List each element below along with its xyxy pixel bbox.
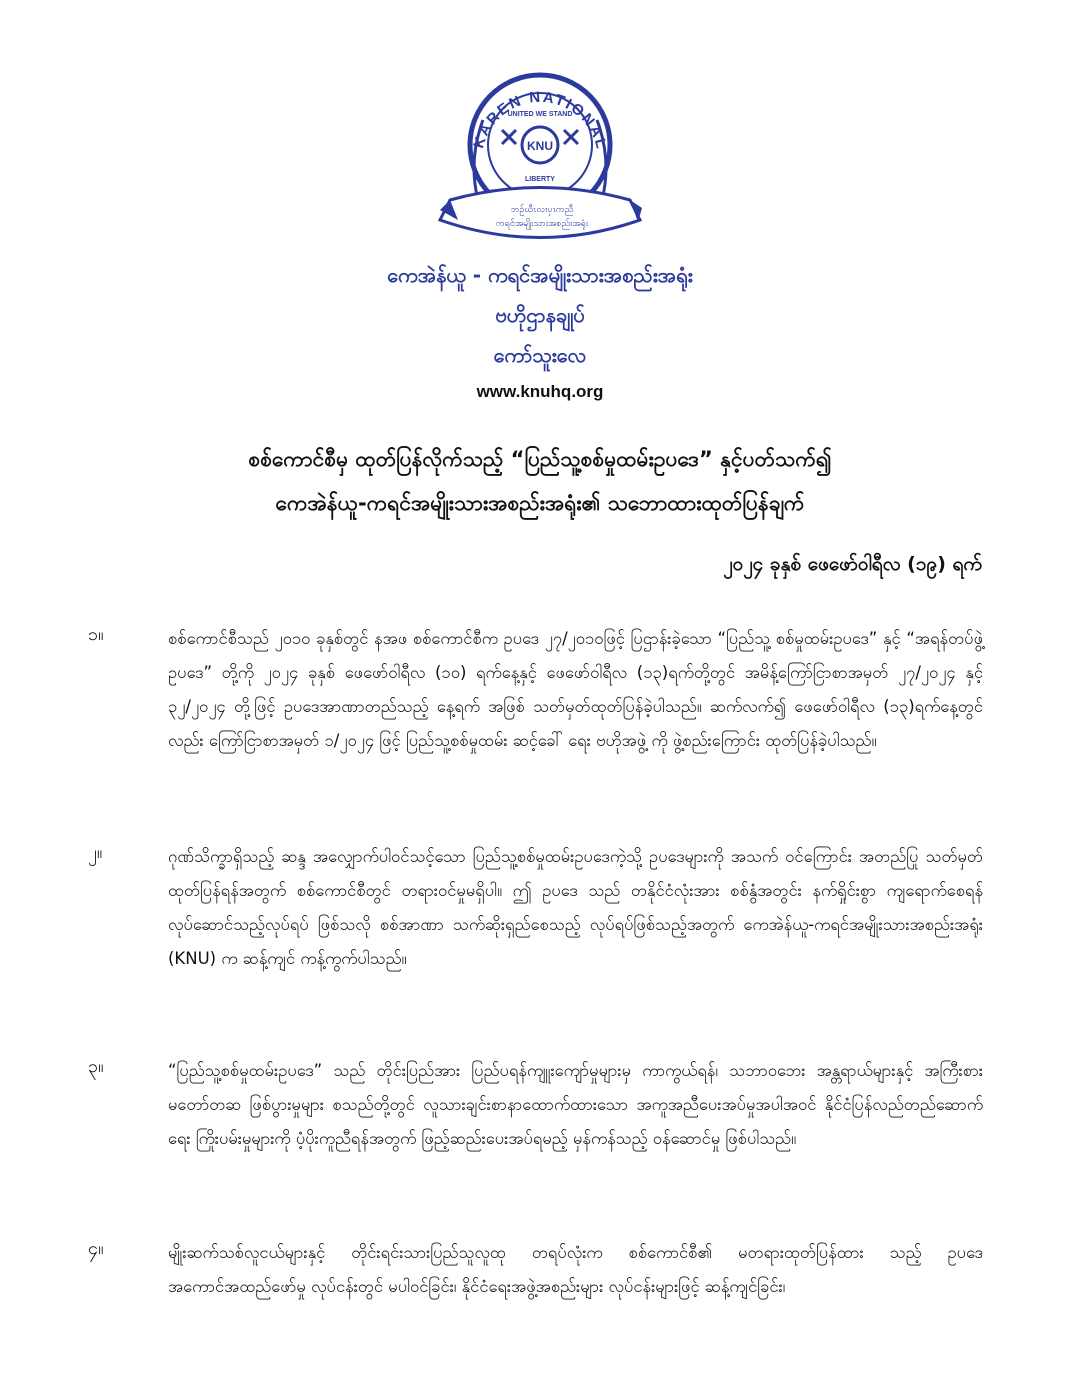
- paragraph-text: ဂုဏ်သိက္ခာရှိသည့် ဆန္ဒ အလျှောက်ပါဝင်သင့်သော ပြည်သူ့စစ်မှုထမ်းဥပဒေကဲ့သို့ ဥပဒေများကို အသက် ဝင်ကြောင်း အတည်ပြု သတ်မှတ်ထုတ်ပြန်ရန်အတွက် စစ်ကောင်စီတွင် တရားဝင်မှုမရှိပါ။ ဤ ဥပဒေ သည် တနိုင်ငံလုံးအား စစ်နွံအတွင်း နက်ရှိုင်းစွာ ကျရောက်စေရန် လုပ်ဆောင်သည့်လုပ်ရပ် ဖြစ်သလို စစ်အာဏာ သက်ဆိုးရှည်စေသည့် လုပ်ရပ်ဖြစ်သည့်အတွက် ကေအဲန်ယူ-ကရင်အမျိုးသားအစည်းအရုံး (KNU) က ဆန့်ကျင် ကန့်ကွက်ပါသည်။: [168, 847, 983, 968]
- knu-logo: [430, 50, 650, 250]
- paragraph-number: ၂။: [88, 842, 103, 863]
- paragraph-3: [0, 1054, 1080, 1194]
- logo-ribbon-text-1: ဘဉ်ဃီၤလၢပှၤကညီ: [510, 205, 574, 215]
- svg-text:KAREN NATIONAL UNION: [430, 50, 611, 157]
- location-label: ကော်သူးလေ: [493, 343, 587, 367]
- logo-inner-top-text: UNITED WE STAND: [507, 111, 573, 118]
- paragraph-text: “ပြည်သူ့စစ်မှုထမ်းဥပဒေ” သည် တိုင်းပြည်အား ပြည်ပရန်ကျူးကျော်မှုများမှ ကာကွယ်ရန်၊ သဘာဝဘေး အန္တရာယ်များနှင့် အကြီးစားမတော်တဆ ဖြစ်ပွားမှုများ စသည်တို့တွင် လူသားချင်းစာနာထောက်ထားသော အကူအညီပေးအပ်မှုအပါအဝင် နိုင်ငံပြန်လည်တည်ဆောက်ရေး ကြိုးပမ်းမှုများကို ပံ့ပိုးကူညီရန်အတွက် ဖြည့်ဆည်းပေးအပ်ရမည့် မှန်ကန်သည့် ဝန်ဆောင်မှု ဖြစ်ပါသည်။: [168, 1061, 983, 1148]
- logo-arc-text: KAREN NATIONAL: [470, 88, 611, 152]
- statement-date: ၂၀၂၄ ခုနှစ် ဖေဖော်ဝါရီလ (၁၉) ရက်: [723, 553, 982, 575]
- paragraph-text: မျိုးဆက်သစ်လူငယ်များနှင့် တိုင်းရင်းသားပြည်သူလူထု တရပ်လုံးက စစ်ကောင်စီ၏ မတရားထုတ်ပြန်ထား သည့် ဥပဒေအကောင်အထည်ဖော်မှု လုပ်ငန်းတွင် မပါဝင်ခြင်း၊ နိုင်ငံရေးအဖွဲ့အစည်းများ လုပ်ငန်းများဖြင့် ဆန့်ကျင်ခြင်း၊: [168, 1243, 983, 1296]
- paragraph-number: ၁။: [88, 624, 104, 645]
- paragraph-4: [0, 1236, 1080, 1316]
- knu-emblem-icon: [430, 50, 650, 250]
- paragraph-text: စစ်ကောင်စီသည် ၂၀၁၀ ခုနှစ်တွင် နအဖ စစ်ကောင်စီက ဥပဒေ ၂၇/၂၀၁၀ဖြင့် ပြဌာန်းခဲ့သော “ပြည်သူ့ စစ်မှုထမ်းဥပဒေ” နှင့် “အရန်တပ်ဖွဲ့ ဥပဒေ” တို့ကို ၂၀၂၄ ခုနှစ် ဖေဖော်ဝါရီလ (၁၀) ရက်နေ့နှင့် ဖေဖော်ဝါရီလ (၁၃)ရက်တို့တွင် အမိန့်ကြော်ငြာစာအမှတ် ၂၇/၂၀၂၄ နှင့် ၃၂/၂၀၂၄ တို့ဖြင့် ဥပဒေအာဏာတည်သည့် နေ့ရက် အဖြစ် သတ်မှတ်ထုတ်ပြန်ခဲ့ပါသည်။ ဆက်လက်၍ ဖေဖော်ဝါရီလ (၁၃)ရက်နေ့တွင်လည်း ကြော်ငြာစာအမှတ် ၁/၂၀၂၄ ဖြင့် ပြည်သူ့စစ်မှုထမ်း ဆင့်ခေါ် ရေး ဗဟိုအဖွဲ့ ကို ဖွဲ့စည်းကြောင်း ထုတ်ပြန်ခဲ့ပါသည်။: [168, 629, 983, 750]
- statement-title-line-2: ကေအဲန်ယူ-ကရင်အမျိုးသားအစည်းအရုံး၏ သဘောထားထုတ်ပြန်ချက်: [275, 491, 805, 515]
- website-link[interactable]: www.knuhq.org: [476, 382, 604, 401]
- statement-title-line-1: စစ်ကောင်စီမှ ထုတ်ပြန်လိုက်သည့် “ပြည်သူ့စစ်မှုထမ်းဥပဒေ” နှင့်ပတ်သက်၍: [248, 447, 832, 471]
- paragraph-number: ၄။: [88, 1238, 104, 1259]
- logo-inner-bottom-text: LIBERTY: [525, 176, 555, 183]
- paragraph-1: [0, 622, 1080, 792]
- paragraph-number: ၃။: [88, 1056, 104, 1077]
- org-name: ကေအဲန်ယူ - ကရင်အမျိုးသားအစည်းအရုံး: [387, 263, 693, 287]
- logo-ribbon-text-2: ကရင်အမျိုးသားအစည်းအရုံး: [495, 219, 589, 229]
- paragraph-2: [0, 840, 1080, 1010]
- logo-center-text: KNU: [527, 139, 553, 153]
- headquarters-label: ဗဟိုဌာနချုပ်: [495, 303, 585, 327]
